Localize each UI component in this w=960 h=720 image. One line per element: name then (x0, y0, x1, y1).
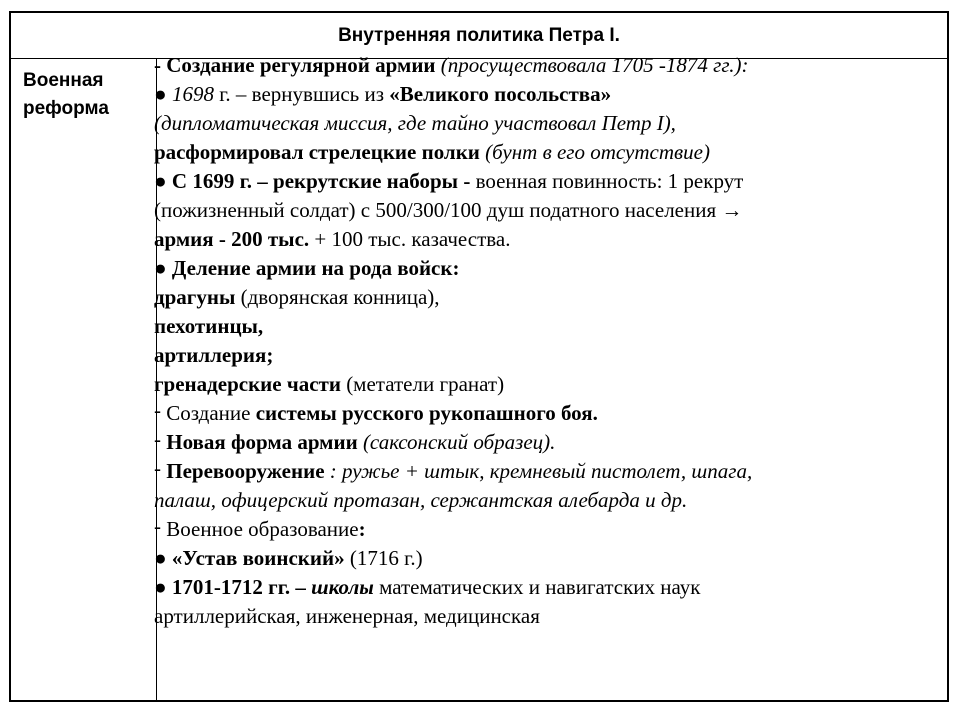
text-segment: армия - 200 тыс. (154, 227, 310, 251)
text-segment: ● «Устав воинский» (154, 546, 345, 570)
row-label-line-1: Военная (23, 70, 104, 91)
text-line (154, 51, 934, 80)
text-segment: гренадерские части (154, 372, 341, 396)
text-line (154, 312, 934, 341)
row-label-line-2: реформа (23, 98, 109, 119)
text-segment: ● (154, 82, 172, 106)
text-line (154, 370, 934, 399)
text-segment: (1716 г.) (344, 546, 423, 570)
text-segment: расформировал стрелецкие полки (154, 140, 480, 164)
text-segment: - (154, 398, 161, 422)
text-segment: - (154, 456, 161, 480)
text-segment: (метатели гранат) (340, 372, 505, 396)
text-segment: - (154, 427, 161, 451)
text-segment: артиллерийская, инженерная, медицинская (154, 604, 540, 628)
text-segment: Новая форма армии (161, 430, 358, 454)
text-line (154, 80, 934, 109)
text-segment: пехотинцы, (154, 314, 264, 338)
text-segment: палаш, офицерский протазан, сержантская алебарда и др. (154, 488, 688, 512)
text-segment: (просуществовала 1705 -1874 гг.): (435, 53, 749, 77)
text-segment: - Создание (154, 53, 260, 77)
text-line (154, 254, 934, 283)
text-segment: драгуны (154, 285, 236, 309)
text-segment: ● Деление армии на рода войск: (154, 256, 460, 280)
text-line (154, 138, 934, 167)
text-segment: военная повинность: 1 рекрут (475, 169, 744, 193)
text-segment: (пожизненный солдат) с 500/300/100 душ податного населения → (154, 198, 743, 222)
text-segment: школы (311, 575, 374, 599)
text-segment: - (154, 514, 161, 538)
text-segment: : ружье + штык, кремневый пистолет, шпага, (324, 459, 753, 483)
text-line (154, 486, 934, 515)
text-line (154, 544, 934, 573)
text-segment: математических и навигатских наук (373, 575, 701, 599)
text-segment: «Великого посольства» (389, 82, 612, 106)
text-line (154, 573, 934, 602)
text-segment: 1698 (171, 82, 214, 106)
text-line (154, 341, 934, 370)
table-title: Внутренняя политика Петра I. (11, 13, 947, 59)
text-segment: (дипломатическая миссия, где тайно участвовал Петр I), (154, 111, 676, 135)
text-segment: (дворянская конница), (235, 285, 440, 309)
text-line (154, 428, 934, 457)
text-segment: Перевооружение (161, 459, 325, 483)
text-line (154, 283, 934, 312)
text-segment: + 100 тыс. казачества. (309, 227, 511, 251)
row-label-cell (23, 67, 153, 123)
text-line (154, 109, 934, 138)
text-line (154, 196, 934, 225)
text-line (154, 515, 934, 544)
text-segment: Создание (161, 401, 256, 425)
text-line (154, 457, 934, 486)
text-line (154, 602, 934, 631)
text-line (154, 167, 934, 196)
text-segment: ● С 1699 г. – рекрутские наборы - (154, 169, 476, 193)
text-segment: регулярной армии (259, 53, 436, 77)
reform-details-cell (154, 51, 934, 631)
text-segment: (бунт в его отсутствие) (479, 140, 710, 164)
text-segment: : (358, 517, 366, 541)
text-segment: артиллерия; (154, 343, 274, 367)
text-line (154, 225, 934, 254)
text-segment: (саксонский образец). (357, 430, 556, 454)
text-segment: системы русского рукопашного боя. (255, 401, 598, 425)
text-segment: г. – вернувшись из (213, 82, 390, 106)
text-segment: Военное образование (161, 517, 359, 541)
text-segment: ● 1701-1712 гг. – (154, 575, 312, 599)
text-line (154, 399, 934, 428)
